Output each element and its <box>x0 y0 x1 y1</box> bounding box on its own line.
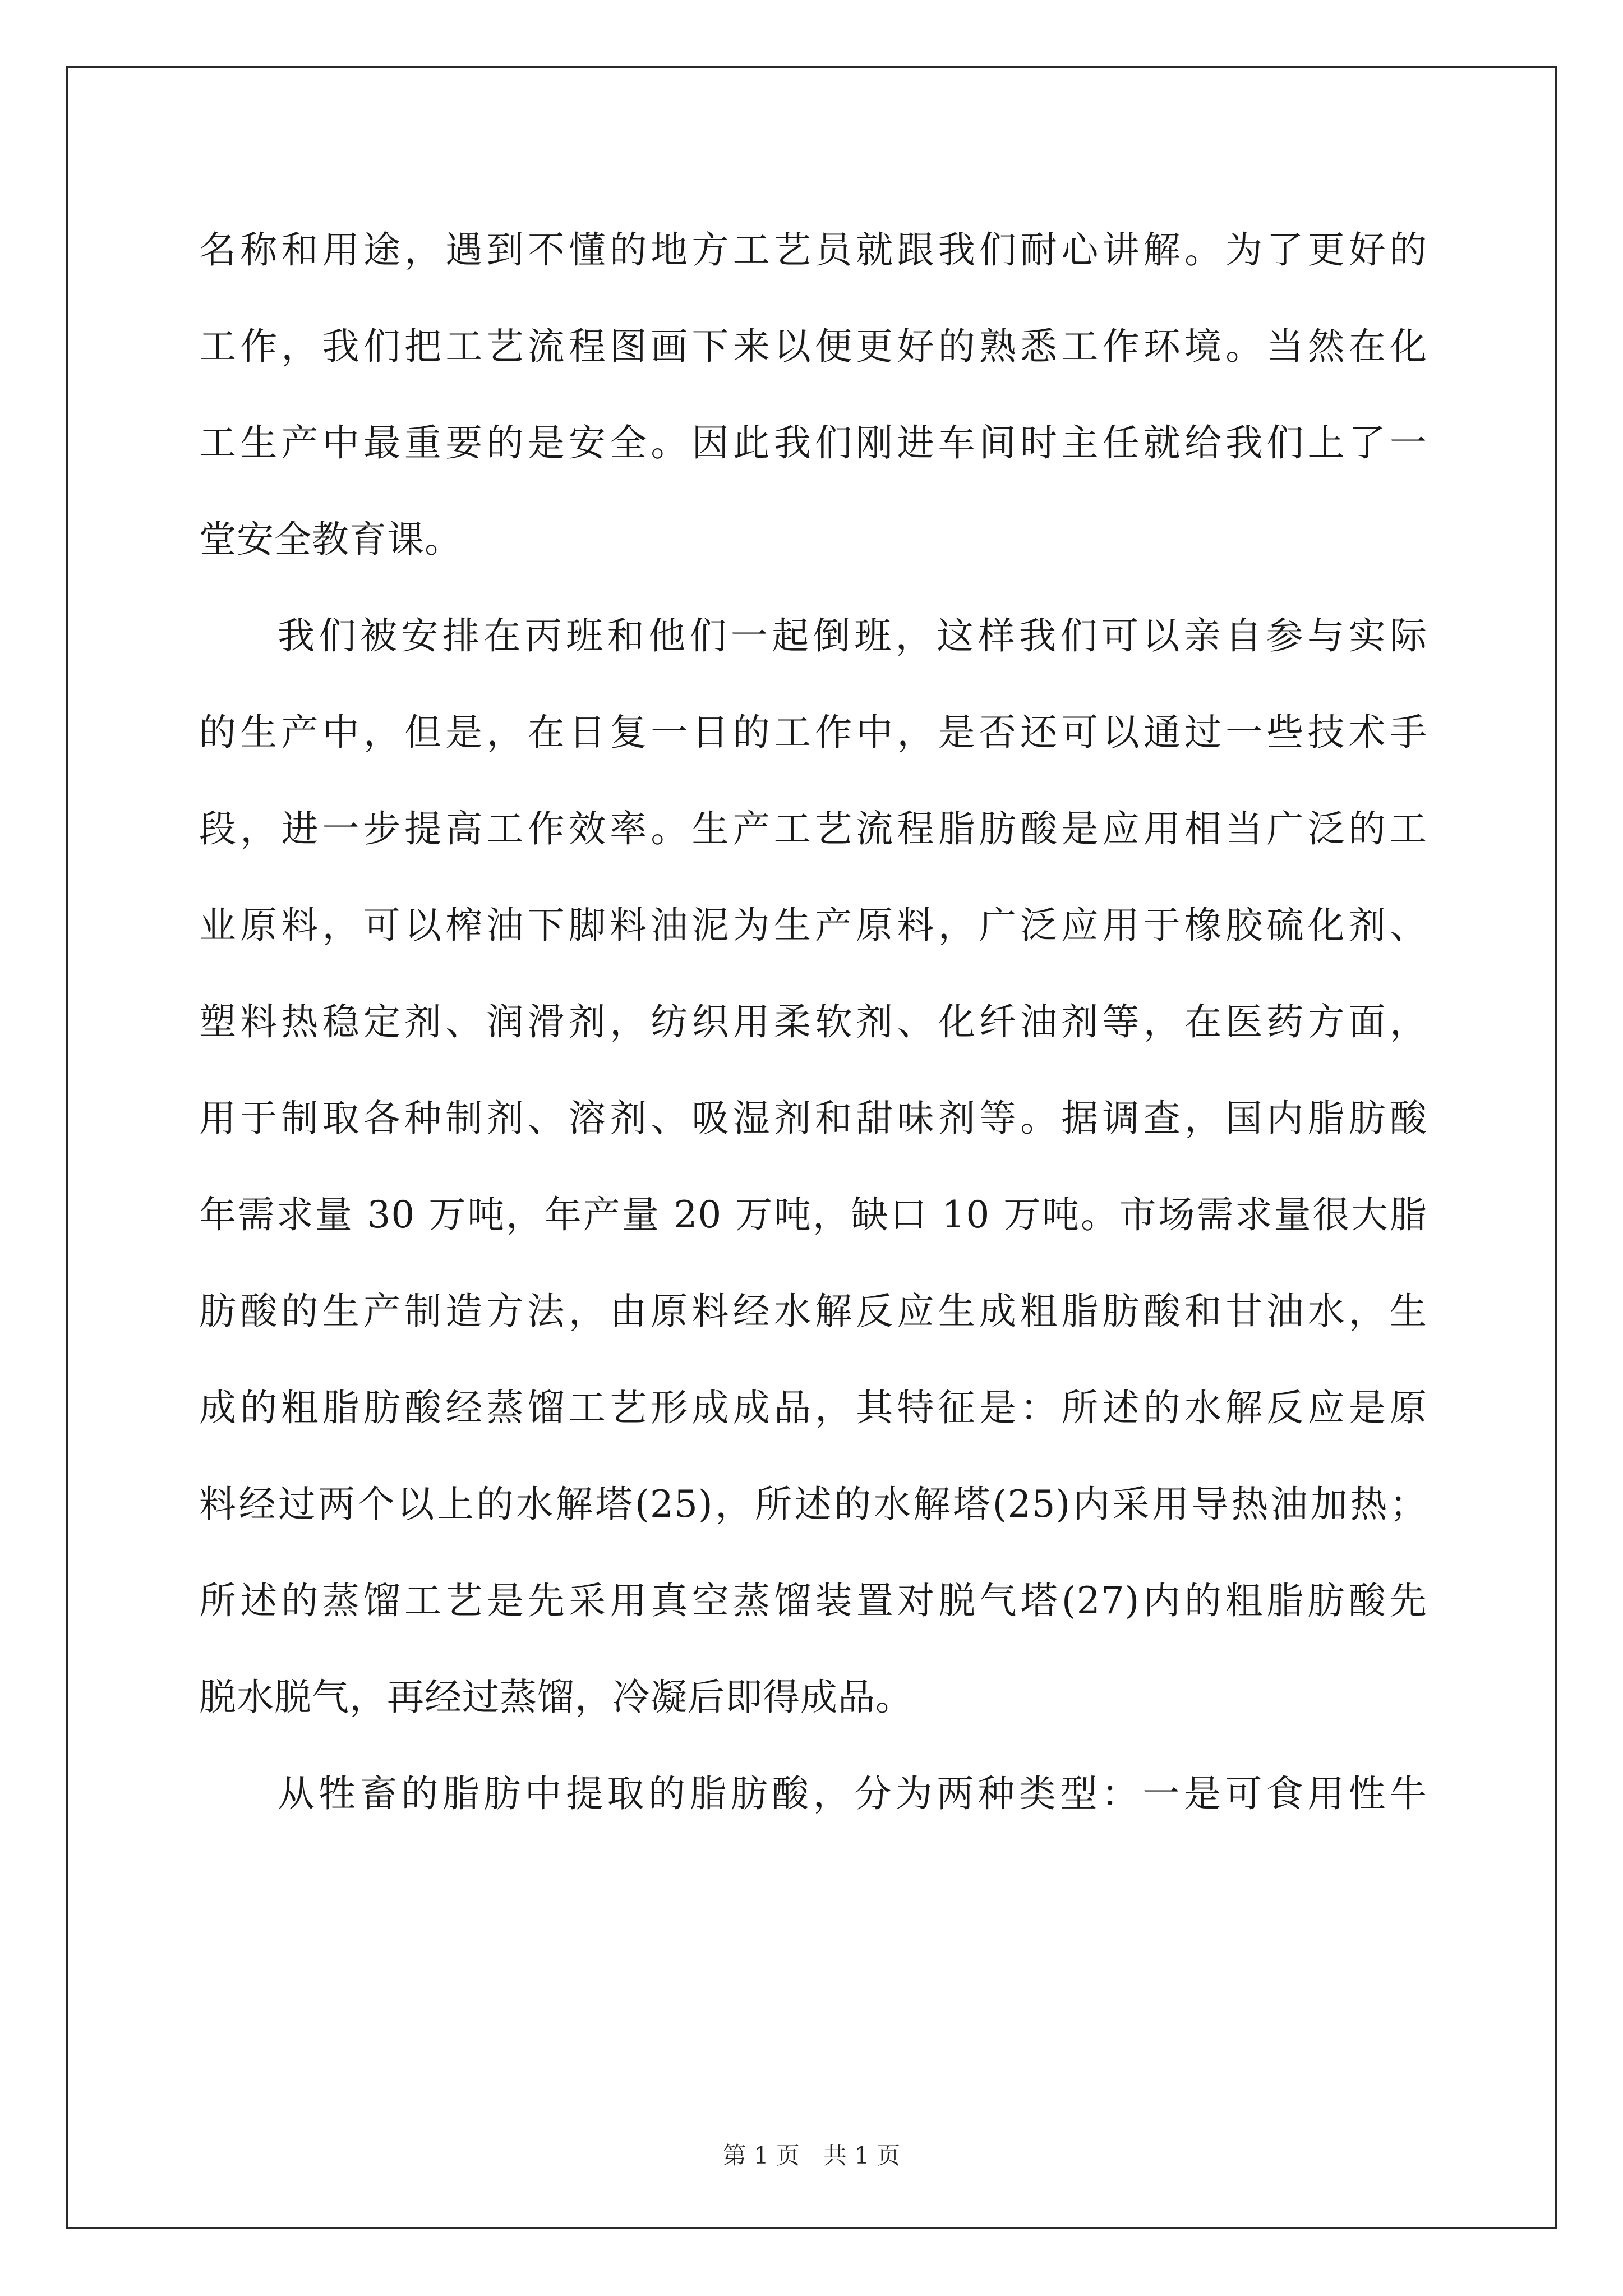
text-line: 的生产中，但是，在日复一日的工作中，是否还可以通过一些技术手 <box>199 711 1427 754</box>
paragraph-first-line: 从牲畜的脂肪中提取的脂肪酸，分为两种类型：一是可食用性牛 <box>278 1772 1427 1815</box>
text-line: 业原料，可以榨油下脚料油泥为生产原料，广泛应用于橡胶硫化剂、 <box>199 904 1427 947</box>
text-line: 段，进一步提高工作效率。生产工艺流程脂肪酸是应用相当广泛的工 <box>199 807 1427 850</box>
text-line: 年需求量 30 万吨，年产量 20 万吨，缺口 10 万吨。市场需求量很大脂 <box>199 1193 1427 1236</box>
text-line: 肪酸的生产制造方法，由原料经水解反应生成粗脂肪酸和甘油水，生 <box>199 1290 1427 1333</box>
text-line: 工生产中最重要的是安全。因此我们刚进车间时主任就给我们上了一 <box>199 421 1427 464</box>
text-line: 塑料热稳定剂、润滑剂，纺织用柔软剂、化纤油剂等，在医药方面， <box>199 1000 1427 1043</box>
text-line: 成的粗脂肪酸经蒸馏工艺形成成品，其特征是：所述的水解反应是原 <box>199 1386 1427 1429</box>
text-line: 名称和用途，遇到不懂的地方工艺员就跟我们耐心讲解。为了更好的 <box>199 228 1427 272</box>
text-line: 堂安全教育课。 <box>199 518 462 561</box>
document-body <box>199 202 1427 1842</box>
text-line: 所述的蒸馏工艺是先采用真空蒸馏装置对脱气塔(27)内的粗脂肪酸先 <box>199 1579 1427 1622</box>
text-line: 工作，我们把工艺流程图画下来以便更好的熟悉工作环境。当然在化 <box>199 325 1427 368</box>
page-number-footer: 第 1 页 共 1 页 <box>722 2142 901 2169</box>
paragraph-first-line: 我们被安排在丙班和他们一起倒班，这样我们可以亲自参与实际 <box>278 614 1427 657</box>
text-line: 用于制取各种制剂、溶剂、吸湿剂和甜味剂等。据调查，国内脂肪酸 <box>199 1097 1427 1140</box>
text-line: 脱水脱气，再经过蒸馏，冷凝后即得成品。 <box>199 1676 913 1719</box>
text-line: 料经过两个以上的水解塔(25)，所述的水解塔(25)内采用导热油加热； <box>199 1483 1427 1526</box>
